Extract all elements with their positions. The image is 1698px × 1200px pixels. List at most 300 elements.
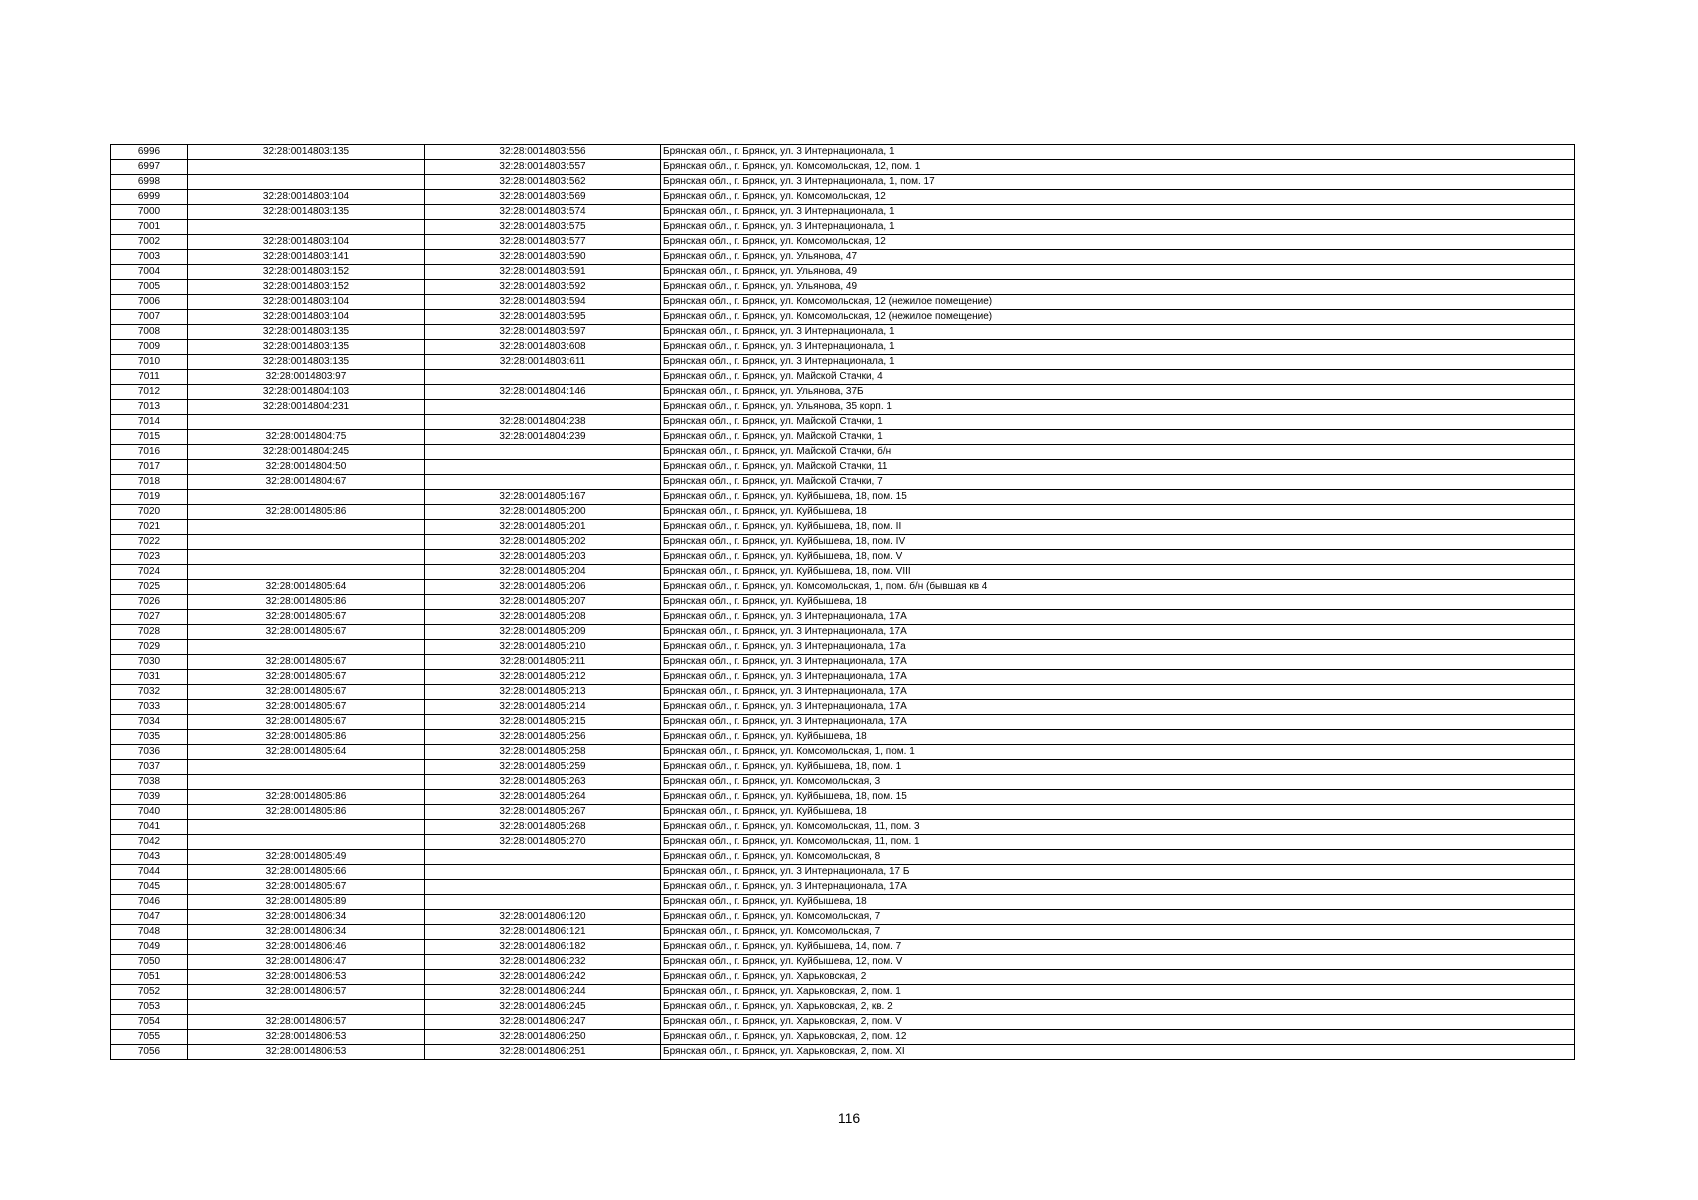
- address-cell: Брянская обл., г. Брянск, ул. Комсомольская, 11, пом. 3: [661, 820, 1575, 835]
- row-number-cell: 7032: [111, 685, 188, 700]
- address-cell: Брянская обл., г. Брянск, ул. Куйбышева, 12, пом. V: [661, 955, 1575, 970]
- object-cadastral-number-cell: 32:28:0014803:594: [425, 295, 661, 310]
- row-number-cell: 7013: [111, 400, 188, 415]
- table-row: [111, 400, 1575, 415]
- table-row: [111, 445, 1575, 460]
- land-cadastral-number-cell: [188, 775, 425, 790]
- address-cell: Брянская обл., г. Брянск, ул. Комсомольская, 7: [661, 925, 1575, 940]
- address-cell: Брянская обл., г. Брянск, ул. 3 Интернационала, 1: [661, 205, 1575, 220]
- address-cell: Брянская обл., г. Брянск, ул. Куйбышева, 18, пом. IV: [661, 535, 1575, 550]
- land-cadastral-number-cell: 32:28:0014805:89: [188, 895, 425, 910]
- address-cell: Брянская обл., г. Брянск, ул. 3 Интернационала, 1: [661, 340, 1575, 355]
- land-cadastral-number-cell: 32:28:0014804:245: [188, 445, 425, 460]
- table-row: [111, 805, 1575, 820]
- table-row: [111, 460, 1575, 475]
- land-cadastral-number-cell: [188, 820, 425, 835]
- object-cadastral-number-cell: 32:28:0014805:208: [425, 610, 661, 625]
- object-cadastral-number-cell: 32:28:0014805:215: [425, 715, 661, 730]
- land-cadastral-number-cell: 32:28:0014806:53: [188, 1030, 425, 1045]
- address-cell: Брянская обл., г. Брянск, ул. Майской Стачки, 7: [661, 475, 1575, 490]
- table-row: [111, 745, 1575, 760]
- object-cadastral-number-cell: 32:28:0014804:238: [425, 415, 661, 430]
- address-cell: Брянская обл., г. Брянск, ул. Куйбышева, 18, пом. 15: [661, 490, 1575, 505]
- object-cadastral-number-cell: [425, 400, 661, 415]
- land-cadastral-number-cell: 32:28:0014803:152: [188, 280, 425, 295]
- object-cadastral-number-cell: 32:28:0014805:211: [425, 655, 661, 670]
- row-number-cell: 6997: [111, 160, 188, 175]
- table-row: [111, 580, 1575, 595]
- table-row: [111, 655, 1575, 670]
- object-cadastral-number-cell: 32:28:0014803:608: [425, 340, 661, 355]
- address-cell: Брянская обл., г. Брянск, ул. 3 Интернационала, 17А: [661, 655, 1575, 670]
- property-table-body: [111, 145, 1575, 1060]
- address-cell: Брянская обл., г. Брянск, ул. Куйбышева, 18, пом. VIII: [661, 565, 1575, 580]
- address-cell: Брянская обл., г. Брянск, ул. Куйбышева, 18: [661, 805, 1575, 820]
- address-cell: Брянская обл., г. Брянск, ул. Харьковская, 2, пом. V: [661, 1015, 1575, 1030]
- land-cadastral-number-cell: [188, 490, 425, 505]
- address-cell: Брянская обл., г. Брянск, ул. Комсомольская, 12 (нежилое помещение): [661, 310, 1575, 325]
- table-row: [111, 145, 1575, 160]
- object-cadastral-number-cell: 32:28:0014805:263: [425, 775, 661, 790]
- object-cadastral-number-cell: 32:28:0014805:201: [425, 520, 661, 535]
- table-row: [111, 610, 1575, 625]
- table-row: [111, 565, 1575, 580]
- address-cell: Брянская обл., г. Брянск, ул. Комсомольская, 8: [661, 850, 1575, 865]
- object-cadastral-number-cell: 32:28:0014803:562: [425, 175, 661, 190]
- row-number-cell: 7035: [111, 730, 188, 745]
- object-cadastral-number-cell: [425, 370, 661, 385]
- row-number-cell: 7006: [111, 295, 188, 310]
- row-number-cell: 7024: [111, 565, 188, 580]
- row-number-cell: 7034: [111, 715, 188, 730]
- object-cadastral-number-cell: 32:28:0014805:259: [425, 760, 661, 775]
- address-cell: Брянская обл., г. Брянск, ул. Майской Стачки, 4: [661, 370, 1575, 385]
- land-cadastral-number-cell: 32:28:0014806:53: [188, 970, 425, 985]
- object-cadastral-number-cell: 32:28:0014803:577: [425, 235, 661, 250]
- row-number-cell: 7054: [111, 1015, 188, 1030]
- row-number-cell: 7011: [111, 370, 188, 385]
- table-row: [111, 955, 1575, 970]
- land-cadastral-number-cell: 32:28:0014804:75: [188, 430, 425, 445]
- row-number-cell: 7027: [111, 610, 188, 625]
- land-cadastral-number-cell: 32:28:0014803:141: [188, 250, 425, 265]
- row-number-cell: 7030: [111, 655, 188, 670]
- land-cadastral-number-cell: [188, 220, 425, 235]
- table-row: [111, 385, 1575, 400]
- table-row: [111, 535, 1575, 550]
- row-number-cell: 7005: [111, 280, 188, 295]
- address-cell: Брянская обл., г. Брянск, ул. Куйбышева, 18: [661, 895, 1575, 910]
- object-cadastral-number-cell: 32:28:0014806:247: [425, 1015, 661, 1030]
- table-row: [111, 925, 1575, 940]
- object-cadastral-number-cell: 32:28:0014806:121: [425, 925, 661, 940]
- object-cadastral-number-cell: [425, 880, 661, 895]
- address-cell: Брянская обл., г. Брянск, ул. Куйбышева, 18, пом. 15: [661, 790, 1575, 805]
- object-cadastral-number-cell: 32:28:0014803:556: [425, 145, 661, 160]
- row-number-cell: 7047: [111, 910, 188, 925]
- land-cadastral-number-cell: 32:28:0014805:49: [188, 850, 425, 865]
- land-cadastral-number-cell: 32:28:0014805:86: [188, 595, 425, 610]
- object-cadastral-number-cell: 32:28:0014806:244: [425, 985, 661, 1000]
- address-cell: Брянская обл., г. Брянск, ул. Куйбышева, 14, пом. 7: [661, 940, 1575, 955]
- table-row: [111, 1030, 1575, 1045]
- row-number-cell: 7004: [111, 265, 188, 280]
- object-cadastral-number-cell: 32:28:0014806:251: [425, 1045, 661, 1060]
- land-cadastral-number-cell: [188, 640, 425, 655]
- address-cell: Брянская обл., г. Брянск, ул. Ульянова, 35 корп. 1: [661, 400, 1575, 415]
- table-row: [111, 550, 1575, 565]
- object-cadastral-number-cell: 32:28:0014805:212: [425, 670, 661, 685]
- table-row: [111, 280, 1575, 295]
- object-cadastral-number-cell: 32:28:0014805:209: [425, 625, 661, 640]
- table-row: [111, 985, 1575, 1000]
- row-number-cell: 7008: [111, 325, 188, 340]
- table-row: [111, 1000, 1575, 1015]
- land-cadastral-number-cell: 32:28:0014806:34: [188, 910, 425, 925]
- address-cell: Брянская обл., г. Брянск, ул. Комсомольская, 3: [661, 775, 1575, 790]
- object-cadastral-number-cell: [425, 895, 661, 910]
- land-cadastral-number-cell: 32:28:0014805:86: [188, 805, 425, 820]
- address-cell: Брянская обл., г. Брянск, ул. Майской Стачки, 1: [661, 415, 1575, 430]
- page-number: 116: [837, 1110, 861, 1126]
- row-number-cell: 7049: [111, 940, 188, 955]
- land-cadastral-number-cell: [188, 535, 425, 550]
- address-cell: Брянская обл., г. Брянск, ул. Комсомольская, 7: [661, 910, 1575, 925]
- row-number-cell: 7055: [111, 1030, 188, 1045]
- address-cell: Брянская обл., г. Брянск, ул. Комсомольская, 12 (нежилое помещение): [661, 295, 1575, 310]
- row-number-cell: 7042: [111, 835, 188, 850]
- row-number-cell: 7037: [111, 760, 188, 775]
- land-cadastral-number-cell: [188, 175, 425, 190]
- land-cadastral-number-cell: 32:28:0014805:86: [188, 790, 425, 805]
- row-number-cell: 7026: [111, 595, 188, 610]
- row-number-cell: 7041: [111, 820, 188, 835]
- address-cell: Брянская обл., г. Брянск, ул. 3 Интернационала, 17А: [661, 715, 1575, 730]
- object-cadastral-number-cell: 32:28:0014805:264: [425, 790, 661, 805]
- land-cadastral-number-cell: [188, 550, 425, 565]
- land-cadastral-number-cell: [188, 520, 425, 535]
- object-cadastral-number-cell: 32:28:0014805:200: [425, 505, 661, 520]
- address-cell: Брянская обл., г. Брянск, ул. Куйбышева, 18, пом. V: [661, 550, 1575, 565]
- land-cadastral-number-cell: 32:28:0014805:64: [188, 745, 425, 760]
- address-cell: Брянская обл., г. Брянск, ул. Комсомольская, 12: [661, 235, 1575, 250]
- row-number-cell: 7036: [111, 745, 188, 760]
- row-number-cell: 7020: [111, 505, 188, 520]
- row-number-cell: 7025: [111, 580, 188, 595]
- table-row: [111, 595, 1575, 610]
- object-cadastral-number-cell: 32:28:0014803:591: [425, 265, 661, 280]
- land-cadastral-number-cell: 32:28:0014803:135: [188, 355, 425, 370]
- table-row: [111, 370, 1575, 385]
- land-cadastral-number-cell: 32:28:0014805:86: [188, 730, 425, 745]
- object-cadastral-number-cell: 32:28:0014806:242: [425, 970, 661, 985]
- table-row: [111, 820, 1575, 835]
- table-row: [111, 250, 1575, 265]
- land-cadastral-number-cell: 32:28:0014803:97: [188, 370, 425, 385]
- row-number-cell: 7053: [111, 1000, 188, 1015]
- table-row: [111, 340, 1575, 355]
- land-cadastral-number-cell: 32:28:0014806:47: [188, 955, 425, 970]
- table-row: [111, 355, 1575, 370]
- land-cadastral-number-cell: 32:28:0014806:34: [188, 925, 425, 940]
- object-cadastral-number-cell: [425, 865, 661, 880]
- address-cell: Брянская обл., г. Брянск, ул. Харьковская, 2, пом. XI: [661, 1045, 1575, 1060]
- table-row: [111, 205, 1575, 220]
- object-cadastral-number-cell: 32:28:0014803:569: [425, 190, 661, 205]
- table-row: [111, 730, 1575, 745]
- land-cadastral-number-cell: 32:28:0014804:231: [188, 400, 425, 415]
- table-row: [111, 895, 1575, 910]
- object-cadastral-number-cell: 32:28:0014805:258: [425, 745, 661, 760]
- row-number-cell: 7052: [111, 985, 188, 1000]
- row-number-cell: 7009: [111, 340, 188, 355]
- row-number-cell: 7010: [111, 355, 188, 370]
- address-cell: Брянская обл., г. Брянск, ул. Ульянова, 37Б: [661, 385, 1575, 400]
- table-row: [111, 835, 1575, 850]
- land-cadastral-number-cell: 32:28:0014803:104: [188, 235, 425, 250]
- land-cadastral-number-cell: 32:28:0014805:67: [188, 655, 425, 670]
- object-cadastral-number-cell: 32:28:0014806:182: [425, 940, 661, 955]
- row-number-cell: 7040: [111, 805, 188, 820]
- table-row: [111, 940, 1575, 955]
- address-cell: Брянская обл., г. Брянск, ул. Куйбышева, 18: [661, 730, 1575, 745]
- row-number-cell: 7029: [111, 640, 188, 655]
- land-cadastral-number-cell: 32:28:0014805:67: [188, 670, 425, 685]
- table-row: [111, 970, 1575, 985]
- row-number-cell: 7016: [111, 445, 188, 460]
- land-cadastral-number-cell: 32:28:0014803:135: [188, 205, 425, 220]
- object-cadastral-number-cell: [425, 475, 661, 490]
- table-row: [111, 520, 1575, 535]
- object-cadastral-number-cell: 32:28:0014803:597: [425, 325, 661, 340]
- address-cell: Брянская обл., г. Брянск, ул. Куйбышева, 18, пом. 1: [661, 760, 1575, 775]
- row-number-cell: 7017: [111, 460, 188, 475]
- address-cell: Брянская обл., г. Брянск, ул. 3 Интернационала, 17А: [661, 685, 1575, 700]
- land-cadastral-number-cell: 32:28:0014805:67: [188, 610, 425, 625]
- land-cadastral-number-cell: [188, 835, 425, 850]
- object-cadastral-number-cell: 32:28:0014804:239: [425, 430, 661, 445]
- object-cadastral-number-cell: 32:28:0014805:206: [425, 580, 661, 595]
- address-cell: Брянская обл., г. Брянск, ул. 3 Интернационала, 1: [661, 220, 1575, 235]
- object-cadastral-number-cell: 32:28:0014806:245: [425, 1000, 661, 1015]
- land-cadastral-number-cell: 32:28:0014806:57: [188, 1015, 425, 1030]
- table-row: [111, 1045, 1575, 1060]
- row-number-cell: 7046: [111, 895, 188, 910]
- land-cadastral-number-cell: 32:28:0014804:67: [188, 475, 425, 490]
- row-number-cell: 7045: [111, 880, 188, 895]
- row-number-cell: 7031: [111, 670, 188, 685]
- land-cadastral-number-cell: 32:28:0014803:104: [188, 295, 425, 310]
- object-cadastral-number-cell: 32:28:0014806:232: [425, 955, 661, 970]
- row-number-cell: 7000: [111, 205, 188, 220]
- row-number-cell: 7022: [111, 535, 188, 550]
- address-cell: Брянская обл., г. Брянск, ул. Харьковская, 2, пом. 1: [661, 985, 1575, 1000]
- land-cadastral-number-cell: 32:28:0014805:67: [188, 700, 425, 715]
- land-cadastral-number-cell: 32:28:0014803:135: [188, 325, 425, 340]
- table-row: [111, 190, 1575, 205]
- row-number-cell: 7033: [111, 700, 188, 715]
- land-cadastral-number-cell: 32:28:0014804:50: [188, 460, 425, 475]
- row-number-cell: 7044: [111, 865, 188, 880]
- land-cadastral-number-cell: 32:28:0014805:86: [188, 505, 425, 520]
- row-number-cell: 7019: [111, 490, 188, 505]
- table-row: [111, 775, 1575, 790]
- row-number-cell: 7001: [111, 220, 188, 235]
- address-cell: Брянская обл., г. Брянск, ул. 3 Интернационала, 17А: [661, 670, 1575, 685]
- object-cadastral-number-cell: 32:28:0014805:204: [425, 565, 661, 580]
- table-row: [111, 505, 1575, 520]
- object-cadastral-number-cell: 32:28:0014803:592: [425, 280, 661, 295]
- land-cadastral-number-cell: 32:28:0014803:152: [188, 265, 425, 280]
- land-cadastral-number-cell: [188, 1000, 425, 1015]
- table-row: [111, 685, 1575, 700]
- object-cadastral-number-cell: 32:28:0014805:214: [425, 700, 661, 715]
- row-number-cell: 7028: [111, 625, 188, 640]
- table-row: [111, 910, 1575, 925]
- object-cadastral-number-cell: 32:28:0014803:574: [425, 205, 661, 220]
- table-row: [111, 715, 1575, 730]
- address-cell: Брянская обл., г. Брянск, ул. Куйбышева, 18: [661, 505, 1575, 520]
- row-number-cell: 7051: [111, 970, 188, 985]
- object-cadastral-number-cell: 32:28:0014803:590: [425, 250, 661, 265]
- object-cadastral-number-cell: 32:28:0014805:267: [425, 805, 661, 820]
- table-row: [111, 700, 1575, 715]
- table-row: [111, 415, 1575, 430]
- row-number-cell: 7018: [111, 475, 188, 490]
- object-cadastral-number-cell: [425, 445, 661, 460]
- land-cadastral-number-cell: 32:28:0014805:67: [188, 625, 425, 640]
- row-number-cell: 7056: [111, 1045, 188, 1060]
- address-cell: Брянская обл., г. Брянск, ул. Майской Стачки, 11: [661, 460, 1575, 475]
- row-number-cell: 7014: [111, 415, 188, 430]
- row-number-cell: 6999: [111, 190, 188, 205]
- object-cadastral-number-cell: 32:28:0014806:120: [425, 910, 661, 925]
- land-cadastral-number-cell: 32:28:0014805:67: [188, 880, 425, 895]
- property-table: [110, 144, 1575, 1060]
- table-row: [111, 310, 1575, 325]
- land-cadastral-number-cell: 32:28:0014806:46: [188, 940, 425, 955]
- address-cell: Брянская обл., г. Брянск, ул. 3 Интернационала, 17А: [661, 610, 1575, 625]
- table-row: [111, 160, 1575, 175]
- table-row: [111, 880, 1575, 895]
- table-row: [111, 220, 1575, 235]
- land-cadastral-number-cell: 32:28:0014805:66: [188, 865, 425, 880]
- address-cell: Брянская обл., г. Брянск, ул. Ульянова, 47: [661, 250, 1575, 265]
- table-row: [111, 175, 1575, 190]
- object-cadastral-number-cell: 32:28:0014803:611: [425, 355, 661, 370]
- row-number-cell: 7023: [111, 550, 188, 565]
- table-row: [111, 430, 1575, 445]
- address-cell: Брянская обл., г. Брянск, ул. Майской Стачки, б/н: [661, 445, 1575, 460]
- object-cadastral-number-cell: 32:28:0014805:256: [425, 730, 661, 745]
- object-cadastral-number-cell: 32:28:0014803:557: [425, 160, 661, 175]
- object-cadastral-number-cell: 32:28:0014806:250: [425, 1030, 661, 1045]
- row-number-cell: 7012: [111, 385, 188, 400]
- land-cadastral-number-cell: [188, 565, 425, 580]
- land-cadastral-number-cell: 32:28:0014805:67: [188, 715, 425, 730]
- row-number-cell: 7043: [111, 850, 188, 865]
- address-cell: Брянская обл., г. Брянск, ул. 3 Интернационала, 1: [661, 355, 1575, 370]
- table-row: [111, 625, 1575, 640]
- address-cell: Брянская обл., г. Брянск, ул. Комсомольская, 12, пом. 1: [661, 160, 1575, 175]
- address-cell: Брянская обл., г. Брянск, ул. Майской Стачки, 1: [661, 430, 1575, 445]
- address-cell: Брянская обл., г. Брянск, ул. Комсомольская, 1, пом. б/н (бывшая кв 4: [661, 580, 1575, 595]
- address-cell: Брянская обл., г. Брянск, ул. Харьковская, 2, кв. 2: [661, 1000, 1575, 1015]
- object-cadastral-number-cell: 32:28:0014805:210: [425, 640, 661, 655]
- row-number-cell: 7048: [111, 925, 188, 940]
- row-number-cell: 7003: [111, 250, 188, 265]
- land-cadastral-number-cell: 32:28:0014805:64: [188, 580, 425, 595]
- object-cadastral-number-cell: 32:28:0014805:207: [425, 595, 661, 610]
- address-cell: Брянская обл., г. Брянск, ул. Куйбышева, 18: [661, 595, 1575, 610]
- row-number-cell: 7007: [111, 310, 188, 325]
- object-cadastral-number-cell: 32:28:0014805:167: [425, 490, 661, 505]
- table-row: [111, 475, 1575, 490]
- object-cadastral-number-cell: 32:28:0014803:595: [425, 310, 661, 325]
- table-row: [111, 790, 1575, 805]
- object-cadastral-number-cell: [425, 460, 661, 475]
- table-row: [111, 640, 1575, 655]
- table-row: [111, 325, 1575, 340]
- land-cadastral-number-cell: 32:28:0014803:135: [188, 340, 425, 355]
- row-number-cell: 6998: [111, 175, 188, 190]
- table-row: [111, 490, 1575, 505]
- table-row: [111, 1015, 1575, 1030]
- address-cell: Брянская обл., г. Брянск, ул. Комсомольская, 1, пом. 1: [661, 745, 1575, 760]
- row-number-cell: 7021: [111, 520, 188, 535]
- land-cadastral-number-cell: 32:28:0014804:103: [188, 385, 425, 400]
- land-cadastral-number-cell: [188, 160, 425, 175]
- address-cell: Брянская обл., г. Брянск, ул. 3 Интернационала, 17А: [661, 880, 1575, 895]
- address-cell: Брянская обл., г. Брянск, ул. 3 Интернационала, 1, пом. 17: [661, 175, 1575, 190]
- address-cell: Брянская обл., г. Брянск, ул. 3 Интернационала, 1: [661, 325, 1575, 340]
- table-row: [111, 760, 1575, 775]
- land-cadastral-number-cell: 32:28:0014803:104: [188, 190, 425, 205]
- table-row: [111, 265, 1575, 280]
- object-cadastral-number-cell: [425, 850, 661, 865]
- object-cadastral-number-cell: 32:28:0014805:270: [425, 835, 661, 850]
- table-row: [111, 295, 1575, 310]
- land-cadastral-number-cell: 32:28:0014806:57: [188, 985, 425, 1000]
- address-cell: Брянская обл., г. Брянск, ул. 3 Интернационала, 17 Б: [661, 865, 1575, 880]
- object-cadastral-number-cell: 32:28:0014805:203: [425, 550, 661, 565]
- land-cadastral-number-cell: 32:28:0014806:53: [188, 1045, 425, 1060]
- row-number-cell: 7038: [111, 775, 188, 790]
- address-cell: Брянская обл., г. Брянск, ул. Комсомольская, 12: [661, 190, 1575, 205]
- address-cell: Брянская обл., г. Брянск, ул. 3 Интернационала, 17А: [661, 625, 1575, 640]
- land-cadastral-number-cell: 32:28:0014805:67: [188, 685, 425, 700]
- address-cell: Брянская обл., г. Брянск, ул. 3 Интернационала, 17А: [661, 700, 1575, 715]
- object-cadastral-number-cell: 32:28:0014805:202: [425, 535, 661, 550]
- address-cell: Брянская обл., г. Брянск, ул. Ульянова, 49: [661, 280, 1575, 295]
- table-row: [111, 670, 1575, 685]
- row-number-cell: 7015: [111, 430, 188, 445]
- address-cell: Брянская обл., г. Брянск, ул. Харьковская, 2: [661, 970, 1575, 985]
- address-cell: Брянская обл., г. Брянск, ул. Харьковская, 2, пом. 12: [661, 1030, 1575, 1045]
- object-cadastral-number-cell: 32:28:0014804:146: [425, 385, 661, 400]
- table-row: [111, 865, 1575, 880]
- table-row: [111, 850, 1575, 865]
- land-cadastral-number-cell: 32:28:0014803:135: [188, 145, 425, 160]
- land-cadastral-number-cell: [188, 760, 425, 775]
- land-cadastral-number-cell: [188, 415, 425, 430]
- address-cell: Брянская обл., г. Брянск, ул. 3 Интернационала, 1: [661, 145, 1575, 160]
- object-cadastral-number-cell: 32:28:0014805:268: [425, 820, 661, 835]
- object-cadastral-number-cell: 32:28:0014805:213: [425, 685, 661, 700]
- address-cell: Брянская обл., г. Брянск, ул. Комсомольская, 11, пом. 1: [661, 835, 1575, 850]
- row-number-cell: 7039: [111, 790, 188, 805]
- row-number-cell: 7050: [111, 955, 188, 970]
